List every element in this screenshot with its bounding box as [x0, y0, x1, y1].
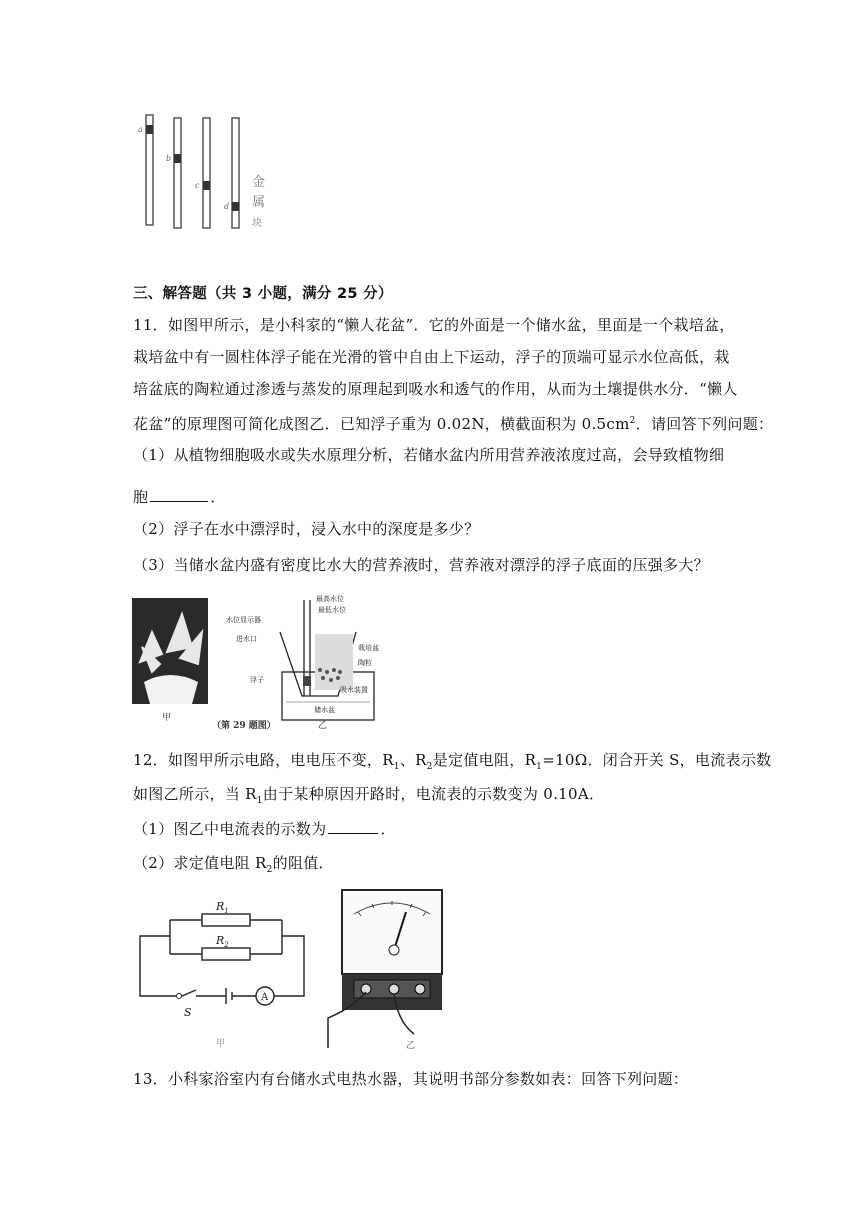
label-yi: 乙	[318, 721, 328, 731]
switch-label: S	[184, 1006, 192, 1019]
section-title: 三、解答题（共 3 小题，满分 25 分）	[133, 286, 393, 302]
q11-line-4: 花盆”的原理图可简化成图乙．已知浮子重为 0.02N，横截面积为 $0.5cm^2$．请回答下列问题：	[133, 415, 774, 433]
svg-text:储水盆: 储水盆	[314, 706, 335, 714]
svg-text:陶粒: 陶粒	[358, 659, 372, 667]
side-text-2: 属	[252, 195, 266, 210]
svg-text:栽培盆: 栽培盆	[358, 644, 379, 652]
q12-line-1: 12．如图甲所示电路，电电压不变，$R_1$、$R_2$是定值电阻，$R_1=10\Omega$．闭合开关 S，电流表示数	[133, 751, 772, 772]
r2-label: $R_2$	[216, 934, 229, 949]
ammeter-label: A	[261, 992, 269, 1003]
q13-line-1: 13．小科家浴室内有台储水式电热水器，其说明书部分参数如表：回答下列问题：	[133, 1070, 689, 1088]
svg-text:进水口: 进水口	[236, 635, 257, 643]
answer-blank	[150, 487, 208, 502]
q12-line-2: 如图乙所示，当 $R_1$由于某种原因开路时，电流表的示数变为 0.10A．	[133, 785, 605, 806]
side-text-1: 金	[252, 175, 266, 190]
r1-label: $R_1$	[216, 900, 229, 915]
q12-part-1: （1）图乙中电流表的示数为 ．	[133, 820, 396, 838]
label-a: a	[138, 125, 143, 134]
q11-part-2: （2）浮子在水中漂浮时，浸入水中的深度是多少？	[133, 520, 480, 538]
svg-text:吸水装置: 吸水装置	[340, 686, 368, 694]
q11-line-3: 培盆底的陶粒通过渗透与蒸发的原理起到吸水和透气的作用，从而为土壤提供水分．“懒人	[133, 380, 738, 398]
label-d: d	[224, 202, 230, 211]
q11-part-3: （3）当储水盆内盛有密度比水大的营养液时，营养液对漂浮的浮子底面的压强多大？	[133, 556, 709, 574]
q11-line-1: 11．如图甲所示，是小科家的“懒人花盆”．它的外面是一个储水盆，里面是一个栽培盆，	[133, 316, 735, 334]
flower-pot-figure	[132, 592, 394, 732]
circuit-figure	[132, 888, 448, 1054]
tubes-figure	[128, 110, 288, 235]
label-b: b	[166, 154, 172, 163]
label-jia: 甲	[162, 713, 172, 723]
q11-line-2: 栽培盆中有一圆柱体浮子能在光滑的管中自由上下运动，浮子的顶端可显示水位高低，栽	[133, 348, 730, 366]
svg-text:最高水位: 最高水位	[316, 595, 344, 603]
block-a	[146, 125, 153, 134]
label-c: c	[195, 181, 200, 190]
q12-part-2: （2）求定值电阻 $R_2$的阻值．	[133, 854, 334, 875]
q11-part-1-cont: 胞 ．	[133, 488, 226, 506]
label-yi: 乙	[406, 1041, 416, 1051]
block-c	[203, 181, 210, 190]
svg-text:最低水位: 最低水位	[318, 606, 346, 614]
answer-blank	[328, 819, 378, 834]
label-jia: 甲	[216, 1039, 226, 1049]
figure-caption: （第 29 题图）	[212, 721, 276, 731]
q11-part-1: （1）从植物细胞吸水或失水原理分析，若储水盆内所用营养液浓度过高，会导致植物细	[133, 446, 725, 464]
block-d	[232, 202, 239, 211]
block-b	[174, 154, 181, 163]
side-text-3: 块	[252, 218, 262, 229]
svg-text:水位显示器: 水位显示器	[226, 616, 261, 624]
svg-text:浮子: 浮子	[250, 676, 264, 684]
